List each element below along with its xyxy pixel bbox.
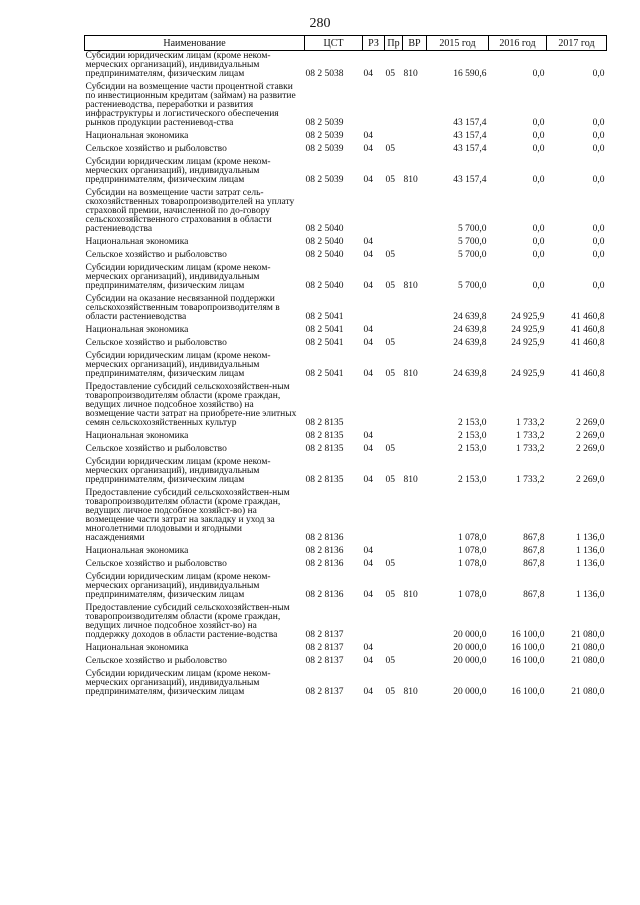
row-2016: 0,0 <box>532 131 545 141</box>
column-header-vr: ВР <box>403 36 427 51</box>
row-2015: 43 157,4 <box>453 175 487 185</box>
row-cst: 08 2 8135 <box>305 444 344 454</box>
row-vr <box>403 641 427 654</box>
row-2016: 16 100,0 <box>511 643 545 653</box>
row-2017: 21 080,0 <box>571 630 605 640</box>
row-2017: 0,0 <box>592 131 605 141</box>
row-rz <box>363 292 385 323</box>
row-vr <box>403 557 427 570</box>
row-pr <box>385 601 403 641</box>
row-name: Сельское хозяйство и рыболовство <box>85 250 227 260</box>
row-cst: 08 2 5041 <box>305 338 344 348</box>
row-vr <box>403 142 427 155</box>
row-vr <box>403 486 427 544</box>
row-pr <box>385 429 403 442</box>
row-vr <box>403 442 427 455</box>
row-2017: 41 460,8 <box>571 312 605 322</box>
table-row <box>85 51 607 81</box>
row-2015: 5 700,0 <box>458 250 487 260</box>
row-pr <box>385 641 403 654</box>
row-2015: 20 000,0 <box>453 656 487 666</box>
table-row <box>85 323 607 336</box>
row-rz: 04 <box>363 131 373 141</box>
row-pr: 05 <box>385 144 395 154</box>
row-cst: 08 2 5039 <box>305 131 344 141</box>
table-row <box>85 336 607 349</box>
row-rz: 04 <box>363 444 373 454</box>
row-name: Субсидии юридическим лицам (кроме неком-мерческих организаций), индивидуальным предпринимателям, физическим лицам <box>85 572 271 600</box>
table-row <box>85 455 607 486</box>
row-name: Сельское хозяйство и рыболовство <box>85 444 227 454</box>
row-2017: 21 080,0 <box>571 643 605 653</box>
row-name: Сельское хозяйство и рыболовство <box>85 656 227 666</box>
row-cst: 08 2 5039 <box>305 118 344 128</box>
row-name: Субсидии юридическим лицам (кроме неком-мерческих организаций), индивидуальным предпринимателям, физическим лицам <box>85 157 271 185</box>
table-row <box>85 442 607 455</box>
row-2015: 24 639,8 <box>453 325 487 335</box>
row-name: Предоставление субсидий сельскохозяйствен-ным товаропроизводителям области (кроме граждан, ведущих личное подсобное хозяйство) на возмещение части затрат на приобрете-ние элитных семян сельскохозяйственных культур <box>85 382 297 428</box>
row-2017: 1 136,0 <box>576 533 605 543</box>
row-2016: 16 100,0 <box>511 656 545 666</box>
row-2015: 24 639,8 <box>453 369 487 379</box>
row-rz: 04 <box>363 431 373 441</box>
row-pr: 05 <box>385 444 395 454</box>
row-2017: 0,0 <box>592 281 605 291</box>
row-2015: 43 157,4 <box>453 131 487 141</box>
row-vr: 810 <box>403 687 418 697</box>
row-2017: 0,0 <box>592 237 605 247</box>
row-vr <box>403 654 427 667</box>
row-cst: 08 2 8137 <box>305 687 344 697</box>
table-header-row <box>85 36 607 51</box>
row-pr <box>385 186 403 235</box>
row-2015: 1 078,0 <box>458 533 487 543</box>
row-vr <box>403 336 427 349</box>
table-row <box>85 129 607 142</box>
row-rz: 04 <box>363 237 373 247</box>
row-2016: 0,0 <box>532 144 545 154</box>
row-2015: 2 153,0 <box>458 418 487 428</box>
row-pr: 05 <box>385 656 395 666</box>
row-name: Субсидии на возмещение части процентной ставки по инвестиционным кредитам (займам) на развитие растениеводства, переработки и развития инфраструктуры и логистического обеспечения рынков продукции растениевод-ства <box>85 82 296 128</box>
row-cst: 08 2 5040 <box>305 224 344 234</box>
row-cst: 08 2 5038 <box>305 69 344 79</box>
row-name: Сельское хозяйство и рыболовство <box>85 144 227 154</box>
row-name: Субсидии на оказание несвязанной поддержки сельскохозяйственным товаропроизводителям в области растениеводства <box>85 294 280 322</box>
row-cst: 08 2 5041 <box>305 369 344 379</box>
row-cst: 08 2 5040 <box>305 237 344 247</box>
table-row <box>85 292 607 323</box>
row-name: Сельское хозяйство и рыболовство <box>85 559 227 569</box>
row-2017: 41 460,8 <box>571 338 605 348</box>
table-row <box>85 429 607 442</box>
row-vr <box>403 544 427 557</box>
table-body <box>85 51 607 699</box>
row-cst: 08 2 5041 <box>305 312 344 322</box>
row-cst: 08 2 5040 <box>305 250 344 260</box>
row-name: Национальная экономика <box>85 546 189 556</box>
row-cst: 08 2 8137 <box>305 656 344 666</box>
row-rz: 04 <box>363 281 373 291</box>
row-rz: 04 <box>363 325 373 335</box>
row-2015: 5 700,0 <box>458 281 487 291</box>
row-2017: 0,0 <box>592 175 605 185</box>
table-row <box>85 261 607 292</box>
row-2016: 0,0 <box>532 237 545 247</box>
row-name: Субсидии юридическим лицам (кроме неком-мерческих организаций), индивидуальным предпринимателям, физическим лицам <box>85 457 271 485</box>
row-2017: 2 269,0 <box>576 431 605 441</box>
row-pr <box>385 544 403 557</box>
row-cst: 08 2 8136 <box>305 559 344 569</box>
table-row <box>85 186 607 235</box>
row-2017: 1 136,0 <box>576 590 605 600</box>
row-vr <box>403 601 427 641</box>
row-name: Субсидии юридическим лицам (кроме неком-мерческих организаций), индивидуальным предпринимателям, физическим лицам <box>85 669 271 697</box>
row-rz <box>363 80 385 129</box>
row-pr: 05 <box>385 559 395 569</box>
row-2017: 1 136,0 <box>576 546 605 556</box>
row-pr: 05 <box>385 475 395 485</box>
row-2016: 0,0 <box>532 250 545 260</box>
row-pr: 05 <box>385 281 395 291</box>
row-2017: 41 460,8 <box>571 369 605 379</box>
row-rz: 04 <box>363 546 373 556</box>
table-row <box>85 486 607 544</box>
row-cst: 08 2 8137 <box>305 630 344 640</box>
row-pr: 05 <box>385 590 395 600</box>
table-row <box>85 641 607 654</box>
row-2016: 0,0 <box>532 281 545 291</box>
row-2015: 2 153,0 <box>458 444 487 454</box>
row-pr <box>385 380 403 429</box>
row-vr: 810 <box>403 69 418 79</box>
row-pr: 05 <box>385 69 395 79</box>
row-2016: 1 733,2 <box>516 444 545 454</box>
row-cst: 08 2 5039 <box>305 175 344 185</box>
row-vr <box>403 129 427 142</box>
row-2015: 24 639,8 <box>453 312 487 322</box>
row-cst: 08 2 5041 <box>305 325 344 335</box>
row-name: Субсидии юридическим лицам (кроме неком-мерческих организаций), индивидуальным предпринимателям, физическим лицам <box>85 263 271 291</box>
row-vr: 810 <box>403 369 418 379</box>
table-row <box>85 667 607 698</box>
row-rz: 04 <box>363 687 373 697</box>
row-2016: 0,0 <box>532 118 545 128</box>
row-name: Субсидии на возмещение части затрат сель-скохозяйственных товаропроизводителей на уплату страховой премии, начисленной по до-говору сельскохозяйственного страхования в области растениеводства <box>85 188 295 234</box>
row-2017: 41 460,8 <box>571 325 605 335</box>
row-2015: 43 157,4 <box>453 144 487 154</box>
table-row <box>85 544 607 557</box>
row-rz: 04 <box>363 338 373 348</box>
row-vr: 810 <box>403 590 418 600</box>
row-2016: 24 925,9 <box>511 325 545 335</box>
row-2016: 1 733,2 <box>516 418 545 428</box>
column-header-2016: 2016 год <box>489 36 547 51</box>
row-rz: 04 <box>363 475 373 485</box>
row-name: Национальная экономика <box>85 431 189 441</box>
row-cst: 08 2 8137 <box>305 643 344 653</box>
row-vr <box>403 380 427 429</box>
column-header-pr: Пр <box>385 36 403 51</box>
row-pr: 05 <box>385 687 395 697</box>
row-rz <box>363 601 385 641</box>
row-2017: 0,0 <box>592 224 605 234</box>
row-2017: 2 269,0 <box>576 444 605 454</box>
row-rz: 04 <box>363 69 373 79</box>
row-2017: 21 080,0 <box>571 656 605 666</box>
row-name: Субсидии юридическим лицам (кроме неком-мерческих организаций), индивидуальным предпринимателям, физическим лицам <box>85 51 271 79</box>
row-rz: 04 <box>363 656 373 666</box>
row-name: Предоставление субсидий сельскохозяйствен-ным товаропроизводителям области (кроме граждан, ведущих личное подсобное хозяйст-во) на поддержку доходов в области растение-водства <box>85 603 290 640</box>
row-pr <box>385 235 403 248</box>
row-name: Субсидии юридическим лицам (кроме неком-мерческих организаций), индивидуальным предпринимателям, физическим лицам <box>85 351 271 379</box>
row-2016: 867,8 <box>523 546 545 556</box>
row-rz <box>363 380 385 429</box>
row-vr <box>403 235 427 248</box>
row-vr <box>403 292 427 323</box>
page-number: 280 <box>309 16 331 31</box>
row-2016: 867,8 <box>523 559 545 569</box>
row-rz: 04 <box>363 559 373 569</box>
table-row <box>85 601 607 641</box>
row-pr <box>385 129 403 142</box>
column-header-cst: ЦСТ <box>305 36 363 51</box>
column-header-2017: 2017 год <box>547 36 607 51</box>
row-2015: 5 700,0 <box>458 237 487 247</box>
row-2016: 0,0 <box>532 69 545 79</box>
row-2016: 1 733,2 <box>516 475 545 485</box>
column-header-name: Наименование <box>85 36 305 51</box>
row-name: Национальная экономика <box>85 131 189 141</box>
row-vr <box>403 80 427 129</box>
table-row <box>85 654 607 667</box>
row-cst: 08 2 8135 <box>305 475 344 485</box>
row-pr <box>385 80 403 129</box>
table-row <box>85 80 607 129</box>
row-pr: 05 <box>385 338 395 348</box>
row-2015: 20 000,0 <box>453 630 487 640</box>
row-rz <box>363 486 385 544</box>
table-row <box>85 248 607 261</box>
table-row <box>85 349 607 380</box>
row-2017: 1 136,0 <box>576 559 605 569</box>
row-2015: 16 590,6 <box>453 69 487 79</box>
row-2015: 20 000,0 <box>453 687 487 697</box>
table-row <box>85 570 607 601</box>
row-pr <box>385 292 403 323</box>
row-name: Национальная экономика <box>85 643 189 653</box>
row-vr: 810 <box>403 281 418 291</box>
row-vr: 810 <box>403 475 418 485</box>
row-pr: 05 <box>385 250 395 260</box>
row-2016: 16 100,0 <box>511 630 545 640</box>
row-2017: 21 080,0 <box>571 687 605 697</box>
row-cst: 08 2 8135 <box>305 431 344 441</box>
row-2016: 24 925,9 <box>511 312 545 322</box>
column-header-rz: РЗ <box>363 36 385 51</box>
row-2016: 867,8 <box>523 533 545 543</box>
row-2015: 1 078,0 <box>458 559 487 569</box>
row-pr <box>385 323 403 336</box>
row-cst: 08 2 8136 <box>305 533 344 543</box>
row-rz: 04 <box>363 250 373 260</box>
row-pr: 05 <box>385 369 395 379</box>
row-name: Национальная экономика <box>85 325 189 335</box>
row-name: Национальная экономика <box>85 237 189 247</box>
row-rz: 04 <box>363 175 373 185</box>
row-rz: 04 <box>363 369 373 379</box>
row-2015: 43 157,4 <box>453 118 487 128</box>
row-2017: 0,0 <box>592 69 605 79</box>
row-pr <box>385 486 403 544</box>
row-2017: 0,0 <box>592 250 605 260</box>
row-cst: 08 2 5040 <box>305 281 344 291</box>
table-row <box>85 235 607 248</box>
row-vr <box>403 429 427 442</box>
row-vr <box>403 186 427 235</box>
table-row <box>85 380 607 429</box>
row-2016: 16 100,0 <box>511 687 545 697</box>
row-2016: 24 925,9 <box>511 369 545 379</box>
row-rz: 04 <box>363 144 373 154</box>
row-2017: 2 269,0 <box>576 418 605 428</box>
row-2015: 20 000,0 <box>453 643 487 653</box>
row-cst: 08 2 8136 <box>305 590 344 600</box>
row-vr <box>403 248 427 261</box>
row-2015: 1 078,0 <box>458 590 487 600</box>
budget-table <box>84 35 607 698</box>
row-2016: 1 733,2 <box>516 431 545 441</box>
row-cst: 08 2 8136 <box>305 546 344 556</box>
row-2015: 2 153,0 <box>458 475 487 485</box>
row-2016: 24 925,9 <box>511 338 545 348</box>
row-vr <box>403 323 427 336</box>
table-row <box>85 155 607 186</box>
table-row <box>85 557 607 570</box>
row-2015: 24 639,8 <box>453 338 487 348</box>
row-rz: 04 <box>363 643 373 653</box>
row-rz <box>363 186 385 235</box>
row-name: Предоставление субсидий сельскохозяйствен-ным товаропроизводителям области (кроме граждан, ведущих личное подсобное хозяйст-во) на возмещение части затрат на закладку и уход за многолетними плодовыми и ягодными насаждениями <box>85 488 290 543</box>
row-vr: 810 <box>403 175 418 185</box>
row-name: Сельское хозяйство и рыболовство <box>85 338 227 348</box>
row-rz: 04 <box>363 590 373 600</box>
row-cst: 08 2 5039 <box>305 144 344 154</box>
row-2016: 0,0 <box>532 224 545 234</box>
row-2015: 1 078,0 <box>458 546 487 556</box>
row-2017: 0,0 <box>592 144 605 154</box>
row-cst: 08 2 8135 <box>305 418 344 428</box>
row-2017: 2 269,0 <box>576 475 605 485</box>
row-2015: 5 700,0 <box>458 224 487 234</box>
column-header-2015: 2015 год <box>427 36 489 51</box>
row-2017: 0,0 <box>592 118 605 128</box>
row-2015: 2 153,0 <box>458 431 487 441</box>
row-pr: 05 <box>385 175 395 185</box>
table-row <box>85 142 607 155</box>
row-2016: 0,0 <box>532 175 545 185</box>
row-2016: 867,8 <box>523 590 545 600</box>
